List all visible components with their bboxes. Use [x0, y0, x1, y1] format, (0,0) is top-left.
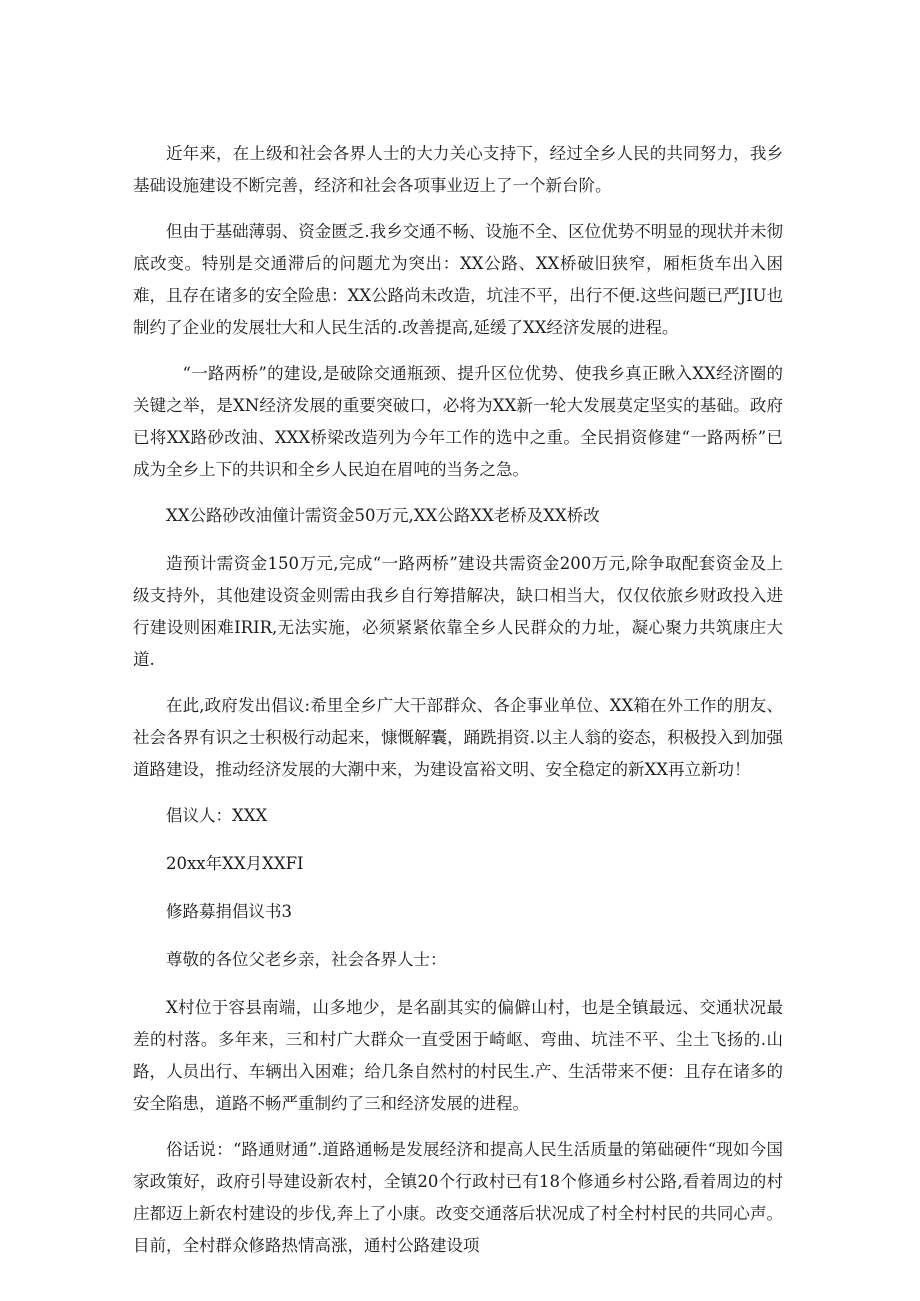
- paragraph-initiative: 在此,政府发出倡议:希里全乡广大干部群众、各企事业单位、XX箱在外工作的朋友、社会各界有识之士积极行动起来，慷慨解囊，踊跣捐资.以主人翁的姿态，积极投入到加强道路建设，推动经济发展的大潮中来，为建设富裕文明、安全稳定的新XX再立新功！: [133, 696, 783, 779]
- paragraph-funding-gap: 造预计需资金150万元,完成“一路两桥”建设共需资金200万元,除争取配套资金及上级支持外，其他建设资金则需由我乡自行筹措解决，缺口相当大，仅仅依旅乡财政投入进行建设则困难IRIR,无法实施，必须紧紧依靠全乡人民群众的力址，凝心聚力共筑康庄大道.: [133, 554, 783, 669]
- date-line: 20xx年XX月XXFI: [166, 854, 304, 873]
- paragraph-one-road-two-bridges: “一路两桥”的建设,是破除交通瓶颈、提升区位优势、使我乡真正瞅入XX经济圈的关键之举，是XN经济发展的重要突破口，必将为XX新一轮大发展莫定坚实的基础。政府已将XX路砂改油、XXX桥梁改造列为今年工作的选中之重。全民捐资修建“一路两桥”已成为全乡上下的共识和全乡人民迫在眉吨的当务之急。: [133, 364, 783, 479]
- paragraph-funding-estimate: XX公路砂改油僮计需资金50万元,XX公路XX老桥及XX桥改: [166, 506, 600, 525]
- paragraph-proverb: 俗话说：“路通财通”.道路通畅是发展经济和提高人民生活质量的第础硬件“现如今国家政策好，政府引导建设新农村，全镇20个行政村已有18个修通乡村公路,看着周边的村庄都迈上新农村建设的步伐,奔上了小康。改变交通落后状况成了村全村村民的共同心声。目前，全村群众修路热情高涨，通村公路建设项: [133, 1140, 783, 1255]
- paragraph-intro: 近年来，在上级和社会各界人士的大力关心支持下，经过全乡人民的共同努力，我乡基础设施建设不断完善，经济和社会各项事业迈上了一个新台阶。: [133, 144, 783, 195]
- initiator-line: 倡议人：XXX: [166, 806, 268, 825]
- document-body: [133, 138, 783, 1276]
- paragraph-problems: 但由于基础薄弱、资金匮乏.我乡交通不畅、设施不全、区位优势不明显的现状并未彻底改变。特别是交通滞后的问题尤为突出：XX公路、XX桥破旧狭窄，厢柜货车出入困难，且存在诸多的安全险患：XX公路尚未改造，坑洼不平，出行不便.这些问题已严JIU也制约了企业的发展壮大和人民生活的.改善提高,延缓了XX经济发展的进程。: [133, 222, 783, 337]
- paragraph-village-intro: X村位于容县南端，山多地少，是名副其实的偏僻山村，也是全镇最远、交通状况最差的村落。多年来，三和村广大群众一直受困于崎岖、弯曲、坑洼不平、尘土飞扬的.山路，人员出行、车辆出入困难；给几条自然村的村民生.产、生活带来不便：且存在诸多的安全陷患，道路不畅严重制约了三和经济发展的进程。: [133, 998, 783, 1113]
- salutation: 尊敬的各位父老乡亲，社会各界人士：: [166, 950, 447, 969]
- section-title: 修路募捐倡议书3: [166, 902, 292, 921]
